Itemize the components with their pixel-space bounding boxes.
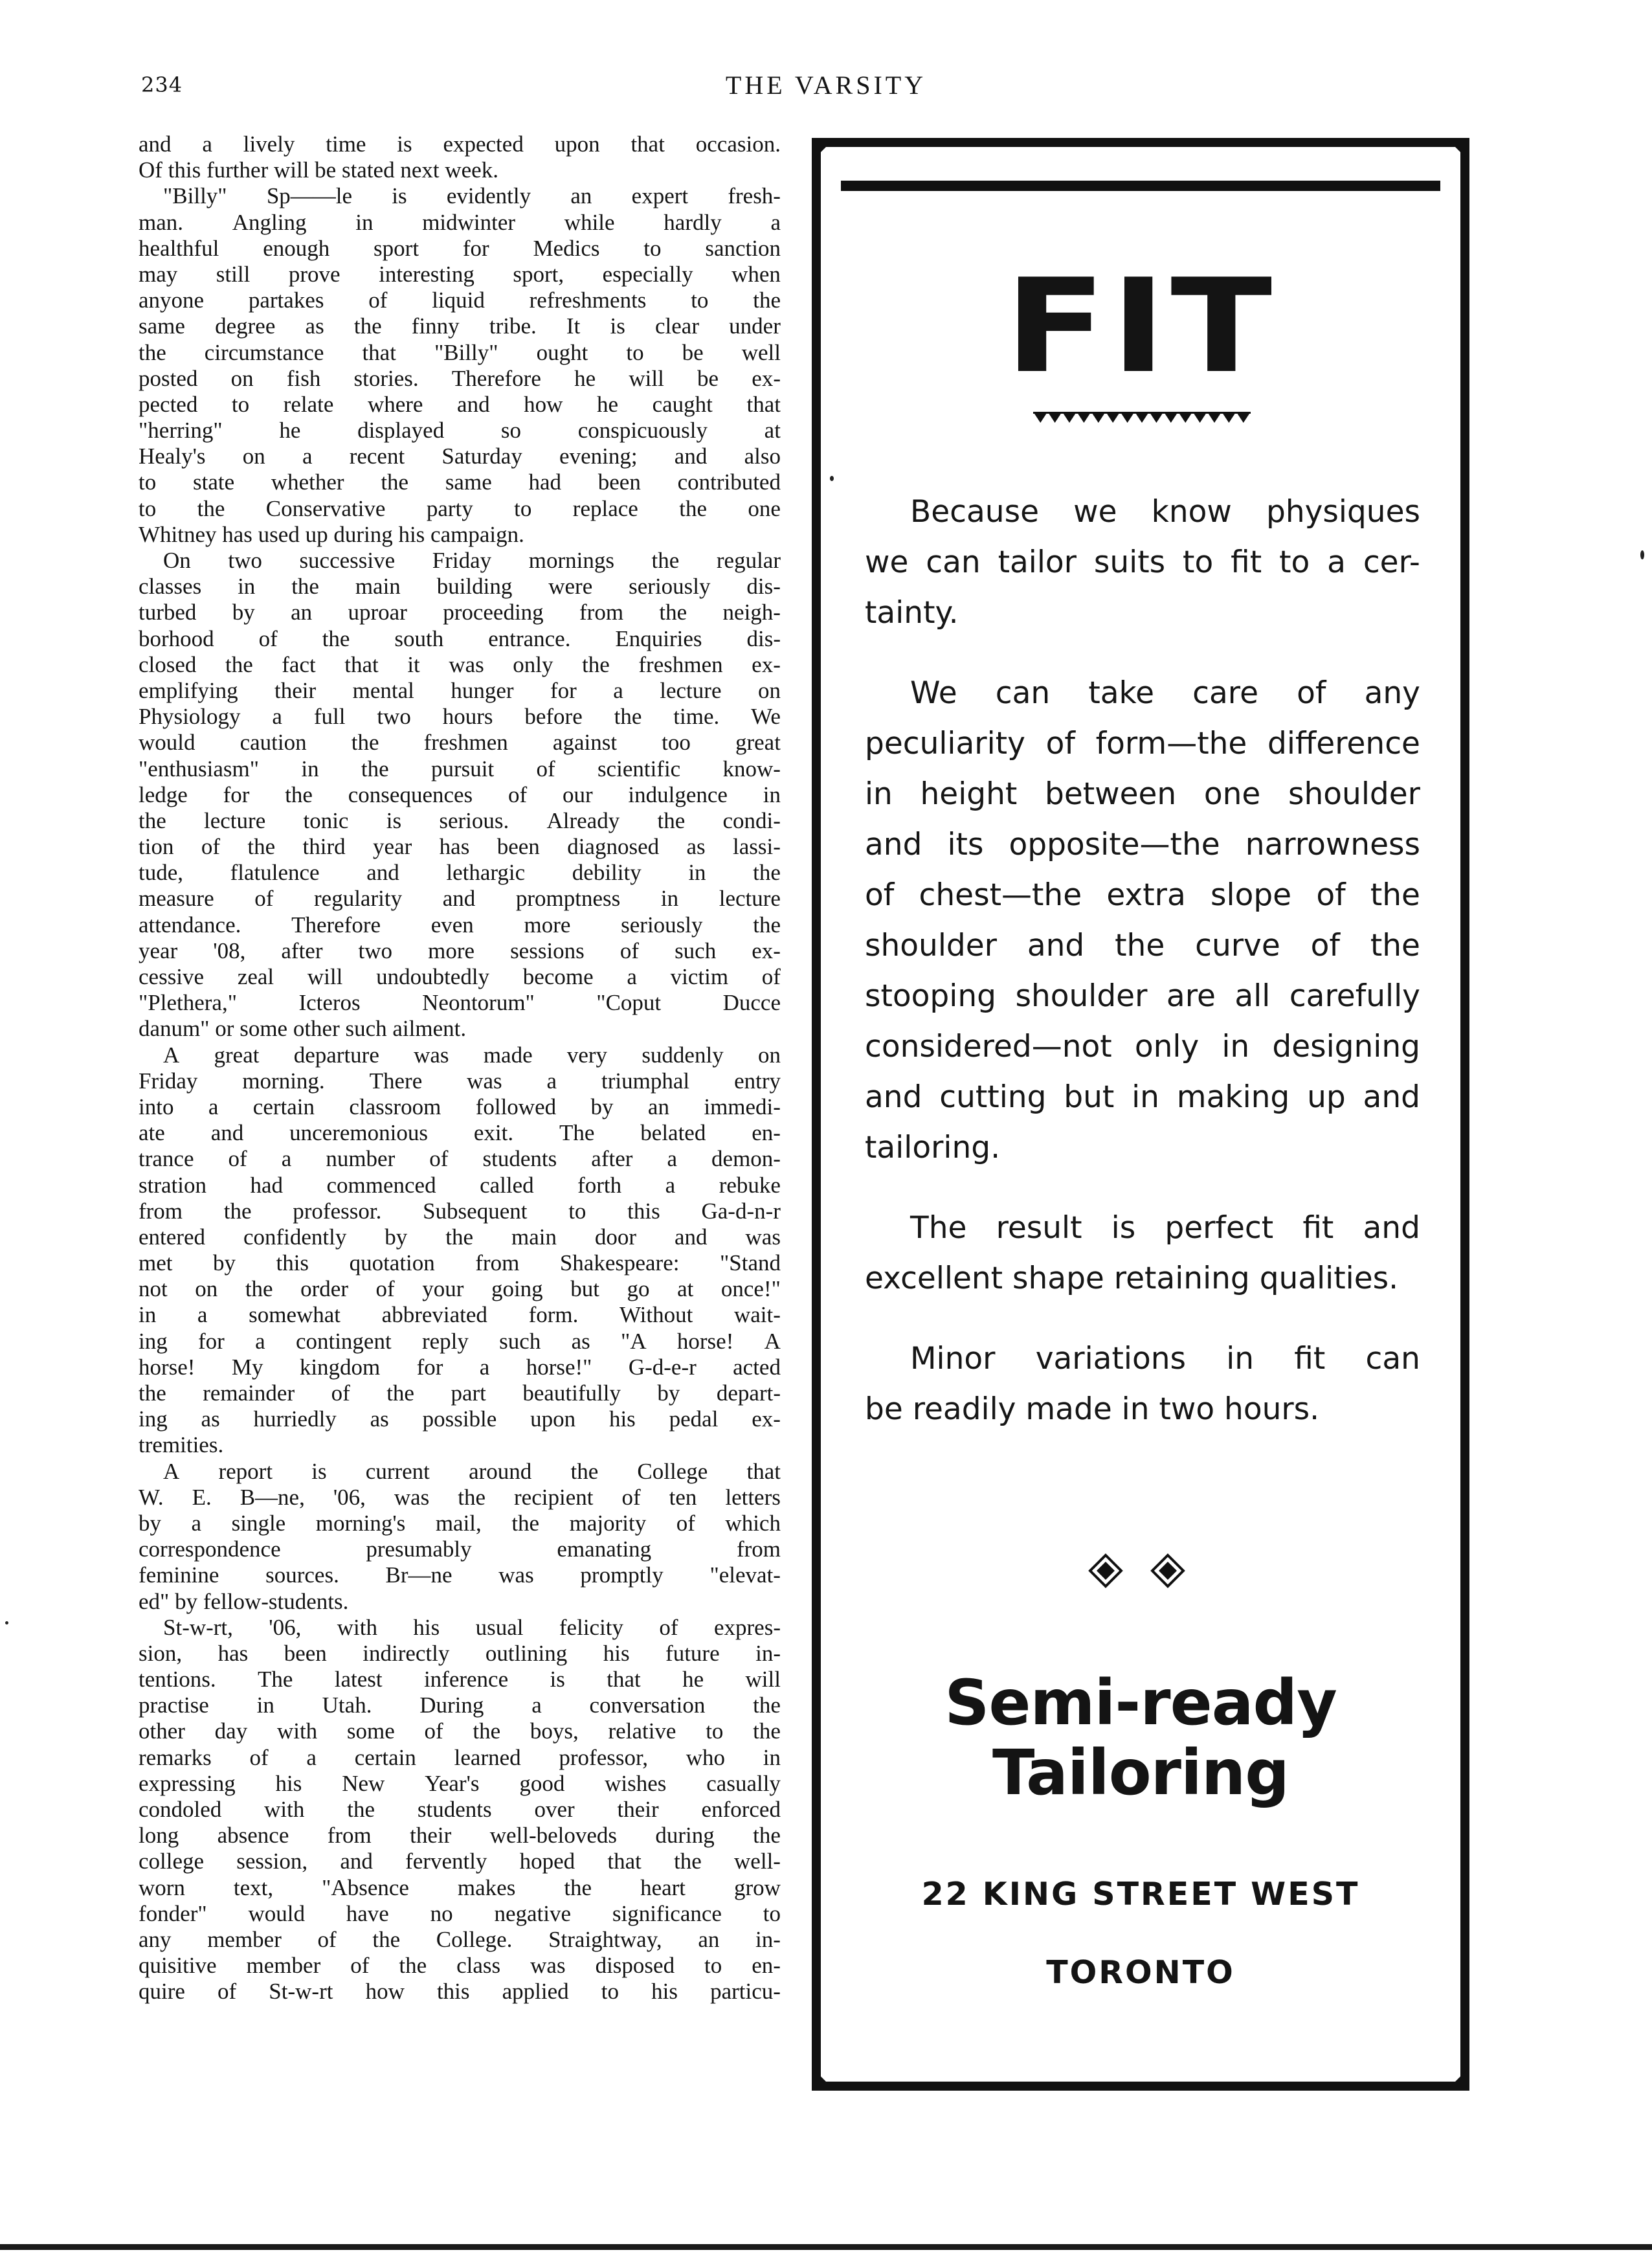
article-line: condoled with the students over their enforced [139, 1797, 781, 1822]
ad-corner-top-right [1446, 138, 1469, 161]
ad-line: be readily made in two hours. [865, 1391, 1320, 1427]
article-line: by a single morning's mail, the majority of which [139, 1510, 781, 1536]
article-line: quisitive member of the class was disposed to en- [139, 1953, 781, 1979]
article-line: "Billy" Sp——le is evidently an expert fresh- [163, 183, 781, 209]
article-line: horse! My kingdom for a horse!" G-d-e-r acted [139, 1354, 781, 1380]
article-line: tremities. [139, 1432, 224, 1458]
article-line: and a lively time is expected upon that occasion. [139, 131, 781, 157]
print-speck [5, 1621, 8, 1624]
article-line: borhood of the south entrance. Enquiries dis- [139, 625, 781, 651]
ad-line: considered—not only in designing [865, 1029, 1420, 1064]
article-line: the circumstance that "Billy" ought to be well [139, 339, 781, 365]
article-line: Healy's on a recent Saturday evening; and also [139, 444, 781, 469]
ad-zigzag-ornament [1033, 412, 1251, 423]
ad-line: peculiarity of form—the difference [865, 726, 1420, 761]
ad-line: and cutting but in making up and [865, 1079, 1420, 1115]
page-number: 234 [141, 73, 183, 97]
article-line: college session, and fervently hoped that the well- [139, 1849, 781, 1874]
article-line: to the Conservative party to replace the one [139, 495, 781, 521]
article-line: A great departure was made very suddenly on [163, 1042, 781, 1068]
article-line: turbed by an uproar proceeding from the neigh- [139, 600, 781, 625]
article-line: met by this quotation from Shakespeare: "Stand [139, 1250, 781, 1276]
ad-line: of chest—the extra slope of the [865, 877, 1420, 913]
article-line: On two successive Friday mornings the regular [163, 548, 781, 573]
article-line: anyone partakes of liquid refreshments to the [139, 287, 781, 313]
ad-top-rule [841, 181, 1440, 191]
article-line: man. Angling in midwinter while hardly a [139, 209, 781, 235]
article-line: any member of the College. Straightway, an in- [139, 1926, 781, 1952]
article-line: tion of the third year has been diagnosed as lassi- [139, 834, 781, 860]
article-line: into a certain classroom followed by an immedi- [139, 1094, 781, 1119]
article-line: ledge for the consequences of our indulgence in [139, 781, 781, 807]
article-line: "enthusiasm" in the pursuit of scientific know- [139, 756, 781, 781]
article-line: Of this further will be stated next week. [139, 157, 498, 183]
ad-brand-line2: Tailoring [992, 1736, 1289, 1809]
article-line: closed the fact that it was only the freshmen ex- [139, 651, 781, 677]
article-line: would caution the freshmen against too great [139, 730, 781, 756]
diamond-ornament-icon [1088, 1553, 1198, 1589]
article-line: practise in Utah. During a conversation the [139, 1692, 781, 1718]
article-line: A report is current around the College that [163, 1458, 781, 1484]
print-speck [830, 476, 834, 481]
article-line: the remainder of the part beautifully by depart- [139, 1380, 781, 1406]
ad-city: TORONTO [1046, 1954, 1235, 1991]
ad-line: We can take care of any [910, 675, 1420, 711]
article-line: ing for a contingent reply such as "A horse! A [139, 1328, 781, 1354]
article-line: healthful enough sport for Medics to sanction [139, 235, 781, 261]
ad-paragraph [865, 668, 1420, 1173]
article-line: not on the order of your going but go at once!" [139, 1276, 781, 1302]
article-line: Whitney has used up during his campaign. [139, 521, 524, 547]
article-line: remarks of a certain learned professor, who in [139, 1744, 781, 1770]
article-line: attendance. Therefore even more seriously the [139, 912, 781, 938]
ad-corner-bottom-left [812, 2067, 835, 2091]
article-line: trance of a number of students after a demon- [139, 1146, 781, 1172]
article-line: entered confidently by the main door and was [139, 1224, 781, 1250]
ad-address: 22 KING STREET WEST [921, 1876, 1360, 1913]
article-line: tentions. The latest inference is that he will [139, 1667, 781, 1692]
ad-paragraph [865, 1334, 1420, 1435]
article-line: sion, has been indirectly outlining his future in- [139, 1640, 781, 1666]
article-line: from the professor. Subsequent to this Ga-d-n-r [139, 1198, 781, 1224]
article-line: Physiology a full two hours before the time. We [139, 704, 781, 730]
article-line: correspondence presumably emanating from [139, 1536, 781, 1562]
article-line: measure of regularity and promptness in lecture [139, 886, 781, 912]
article-line: emplifying their mental hunger for a lecture on [139, 677, 781, 703]
article-line: tude, flatulence and lethargic debility in the [139, 860, 781, 886]
article-line: other day with some of the boys, relative to the [139, 1718, 781, 1744]
ad-line: stooping shoulder are all carefully [865, 978, 1420, 1014]
ad-body [865, 487, 1420, 1465]
article-line: W. E. B—ne, '06, was the recipient of ten letters [139, 1484, 781, 1510]
article-line: ing as hurriedly as possible upon his pedal ex- [139, 1406, 781, 1432]
ad-line: shoulder and the curve of the [865, 928, 1420, 963]
article-line: ed" by fellow-students. [139, 1588, 349, 1614]
article-column [139, 131, 781, 2005]
article-line: in a somewhat abbreviated form. Without wait- [139, 1302, 781, 1328]
ad-brand [812, 1668, 1469, 1808]
ad-line: and its opposite—the narrowness [865, 827, 1420, 862]
ad-line: The result is perfect fit and [910, 1210, 1420, 1246]
ad-line: excellent shape retaining qualities. [865, 1261, 1399, 1296]
ad-brand-line1: Semi-ready [944, 1667, 1337, 1739]
ad-line: we can tailor suits to fit to a cer- [865, 545, 1420, 580]
article-line: St-w-rt, '06, with his usual felicity of expres- [163, 1614, 781, 1640]
article-line: expressing his New Year's good wishes casually [139, 1770, 781, 1796]
ad-line: Minor variations in fit can [910, 1341, 1420, 1377]
ad-corner-bottom-right [1446, 2067, 1469, 2091]
article-line: same degree as the finny tribe. It is clear under [139, 313, 781, 339]
print-speck [1640, 550, 1644, 559]
ad-line: tainty. [865, 595, 959, 631]
article-line: long absence from their well-beloveds during the [139, 1823, 781, 1849]
ad-headline: FIT [1004, 251, 1277, 402]
article-line: posted on fish stories. Therefore he will be ex- [139, 365, 781, 391]
ad-paragraph [865, 487, 1420, 638]
article-line: danum" or some other such ailment. [139, 1016, 467, 1042]
article-line: pected to relate where and how he caught that [139, 391, 781, 417]
running-head: THE VARSITY [725, 71, 927, 100]
article-line: may still prove interesting sport, especially when [139, 261, 781, 287]
article-line: fonder" would have no negative significance to [139, 1900, 781, 1926]
ad-corner-top-left [812, 138, 835, 161]
ad-line: in height between one shoulder [865, 776, 1420, 812]
article-line: feminine sources. Br—ne was promptly "elevat- [139, 1562, 781, 1588]
article-line: ate and unceremonious exit. The belated en- [139, 1120, 781, 1146]
article-line: the lecture tonic is serious. Already the condi- [139, 807, 781, 833]
ad-paragraph [865, 1203, 1420, 1304]
article-line: worn text, "Absence makes the heart grow [139, 1874, 781, 1900]
article-line: Friday morning. There was a triumphal entry [139, 1068, 781, 1094]
article-line: to state whether the same had been contributed [139, 469, 781, 495]
article-line: "herring" he displayed so conspicuously at [139, 418, 781, 444]
article-line: classes in the main building were seriously dis- [139, 574, 781, 600]
page-bottom-edge [0, 2244, 1652, 2250]
article-line: quire of St-w-rt how this applied to his particu- [139, 1979, 781, 2005]
article-line: stration had commenced called forth a rebuke [139, 1172, 781, 1198]
article-line: "Plethera," Icteros Neontorum" "Coput Ducce [139, 990, 781, 1016]
article-line: year '08, after two more sessions of such ex- [139, 938, 781, 963]
article-line: cessive zeal will undoubtedly become a victim of [139, 964, 781, 989]
ad-line: tailoring. [865, 1130, 1001, 1165]
ad-line: Because we know physiques [910, 494, 1420, 530]
